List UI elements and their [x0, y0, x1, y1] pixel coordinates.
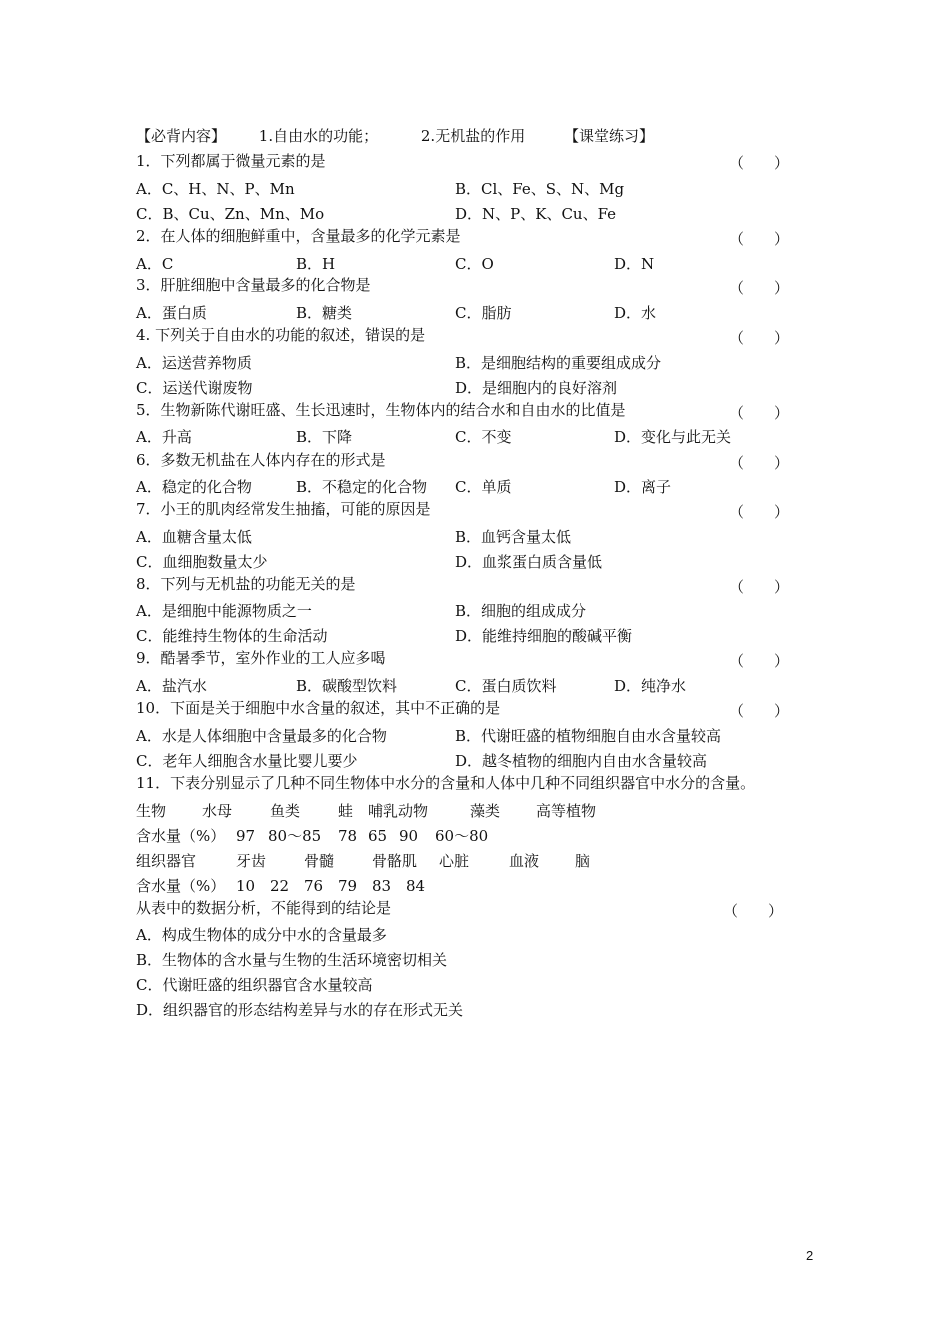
table-2-header-row: [136, 850, 590, 871]
page-number: 2: [806, 1248, 814, 1263]
table-2-value-row: [136, 875, 425, 896]
table-1-header-cell: 高等植物: [536, 802, 597, 820]
question-6-option-c: C．单质: [455, 478, 512, 496]
question-9-option-b: B．碳酸型饮料: [296, 677, 398, 695]
table-1-header-cell: 水母: [202, 802, 233, 820]
table-2-value-cell: 含水量（%）: [136, 877, 226, 895]
question-6-answer-blank: （ ）: [729, 454, 790, 472]
question-10-option-d: D．越冬植物的细胞内自由水含量较高: [455, 752, 708, 770]
question-2-stem: 2．在人体的细胞鲜重中，含量最多的化学元素是: [136, 227, 461, 245]
table-2-value-cell: 84: [406, 877, 426, 895]
question-5-stem: 5．生物新陈代谢旺盛、生长迅速时，生物体内的结合水和自由水的比值是: [136, 401, 626, 419]
question-4-option-d: D．是细胞内的良好溶剂: [455, 379, 618, 397]
question-1-option-c: C．B、Cu、Zn、Mn、Mo: [136, 205, 325, 223]
table-2-header-cell: 血液: [509, 852, 540, 870]
question-11-option-c: C．代谢旺盛的组织器官含水量较高: [136, 976, 373, 994]
question-8-option-b: B．细胞的组成成分: [455, 602, 587, 620]
table-1-value-cell: 78: [338, 827, 358, 845]
question-7-option-b: B．血钙含量太低: [455, 528, 572, 546]
table-1-header-cell: 生物: [136, 802, 167, 820]
question-9-option-a: A．盐汽水: [136, 677, 207, 695]
question-1-option-a: A．C、H、N、P、Mn: [136, 180, 295, 198]
question-8-answer-blank: （ ）: [729, 578, 790, 596]
table-1-value-cell: 90: [399, 827, 419, 845]
question-3-answer-blank: （ ）: [729, 279, 790, 297]
question-3-option-a: A．蛋白质: [136, 304, 207, 322]
question-7-answer-blank: （ ）: [729, 503, 790, 521]
table-1-header-row: [136, 800, 596, 821]
question-10-option-b: B．代谢旺盛的植物细胞自由水含量较高: [455, 727, 722, 745]
table-2-header-cell: 脑: [575, 852, 591, 870]
question-5-option-d: D．变化与此无关: [614, 428, 732, 446]
question-7-stem: 7．小王的肌肉经常发生抽搐，可能的原因是: [136, 500, 431, 518]
table-2-value-cell: 22: [270, 877, 290, 895]
question-8-option-d: D．能维持细胞的酸碱平衡: [455, 627, 633, 645]
table-1-value-row: [136, 825, 488, 846]
question-1-option-d: D．N、P、K、Cu、Fe: [455, 205, 617, 223]
table-1-value-cell: 含水量（%）: [136, 827, 226, 845]
table-2-header-cell: 骨骼肌: [372, 852, 418, 870]
question-9-answer-blank: （ ）: [729, 652, 790, 670]
table-2-value-cell: 79: [338, 877, 358, 895]
question-2-option-b: B．H: [296, 255, 336, 273]
header-label-practice: 【课堂练习】: [563, 127, 654, 145]
table-1-value-cell: 65: [368, 827, 388, 845]
question-4-option-c: C．运送代谢废物: [136, 379, 253, 397]
question-3-option-c: C．脂肪: [455, 304, 512, 322]
question-10-option-c: C．老年人细胞含水量比婴儿要少: [136, 752, 358, 770]
table-1-value-cell: 80～85: [268, 827, 322, 845]
table-2-header-cell: 牙齿: [236, 852, 267, 870]
table-1-value-cell: 60～80: [435, 827, 489, 845]
question-2-answer-blank: （ ）: [729, 230, 790, 248]
question-4-stem: 4. 下列关于自由水的功能的叙述，错误的是: [136, 326, 426, 344]
question-9-stem: 9．酷暑季节，室外作业的工人应多喝: [136, 649, 386, 667]
question-7-option-c: C．血细胞数量太少: [136, 553, 268, 571]
question-1-option-b: B．Cl、Fe、S、N、Mg: [455, 180, 625, 198]
question-6-option-b: B．不稳定的化合物: [296, 478, 428, 496]
table-1-header-cell: 藻类: [470, 802, 501, 820]
question-3-stem: 3．肝脏细胞中含量最多的化合物是: [136, 276, 371, 294]
table-1-header-cell: 蛙: [338, 802, 354, 820]
question-8-stem: 8．下列与无机盐的功能无关的是: [136, 575, 356, 593]
header-item-1: 1.自由水的功能；: [258, 127, 379, 145]
question-8-option-a: A．是细胞中能源物质之一: [136, 602, 312, 620]
question-2-option-a: A．C: [136, 255, 174, 273]
table-1-header-cell: 鱼类: [270, 802, 301, 820]
question-11-option-b: B．生物体的含水量与生物的生活环境密切相关: [136, 951, 448, 969]
table-2-value-cell: 83: [372, 877, 392, 895]
question-3-option-d: D．水: [614, 304, 657, 322]
header-item-2: 2.无机盐的作用: [420, 127, 526, 145]
table-1-value-cell: 97: [236, 827, 256, 845]
table-2-header-cell: 骨髓: [304, 852, 335, 870]
question-11-option-d: D．组织器官的形态结构差异与水的存在形式无关: [136, 1001, 464, 1019]
question-7-option-d: D．血浆蛋白质含量低: [455, 553, 603, 571]
question-10-option-a: A．水是人体细胞中含量最多的化合物: [136, 727, 387, 745]
question-1-answer-blank: （ ）: [729, 154, 790, 172]
question-6-stem: 6．多数无机盐在人体内存在的形式是: [136, 451, 386, 469]
question-6-option-a: A．稳定的化合物: [136, 478, 252, 496]
question-9-option-d: D．纯净水: [614, 677, 687, 695]
table-2-value-cell: 76: [304, 877, 324, 895]
table-2-value-cell: 10: [236, 877, 256, 895]
question-1-stem: 1．下列都属于微量元素的是: [136, 152, 326, 170]
table-1-header-cell: 哺乳动物: [368, 802, 429, 820]
question-9-option-c: C．蛋白质饮料: [455, 677, 557, 695]
question-6-option-d: D．离子: [614, 478, 672, 496]
question-7-option-a: A．血糖含量太低: [136, 528, 252, 546]
question-5-option-b: B．下降: [296, 428, 353, 446]
question-5-option-a: A．升高: [136, 428, 192, 446]
question-5-option-c: C．不变: [455, 428, 512, 446]
question-11-stem: 11．下表分别显示了几种不同生物体中水分的含量和人体中几种不同组织器官中水分的含量。: [136, 774, 756, 792]
question-10-stem: 10．下面是关于细胞中水含量的叙述，其中不正确的是: [136, 699, 501, 717]
header-label-must-recite: 【必背内容】: [136, 127, 227, 145]
question-2-option-d: D．N: [614, 255, 655, 273]
question-5-answer-blank: （ ）: [729, 404, 790, 422]
header-line: [136, 124, 654, 148]
question-11-answer-blank: （ ）: [723, 902, 784, 920]
question-2-option-c: C．O: [455, 255, 494, 273]
question-4-answer-blank: （ ）: [729, 329, 790, 347]
question-4-option-b: B．是细胞结构的重要组成成分: [455, 354, 662, 372]
table-2-header-cell: 心脏: [439, 852, 470, 870]
question-11-prompt: 从表中的数据分析，不能得到的结论是: [136, 899, 392, 917]
question-10-answer-blank: （ ）: [729, 702, 790, 720]
table-2-header-cell: 组织器官: [136, 852, 197, 870]
question-8-option-c: C．能维持生物体的生命活动: [136, 627, 328, 645]
question-11-option-a: A．构成生物体的成分中水的含量最多: [136, 926, 387, 944]
question-4-option-a: A．运送营养物质: [136, 354, 252, 372]
question-3-option-b: B．糖类: [296, 304, 353, 322]
